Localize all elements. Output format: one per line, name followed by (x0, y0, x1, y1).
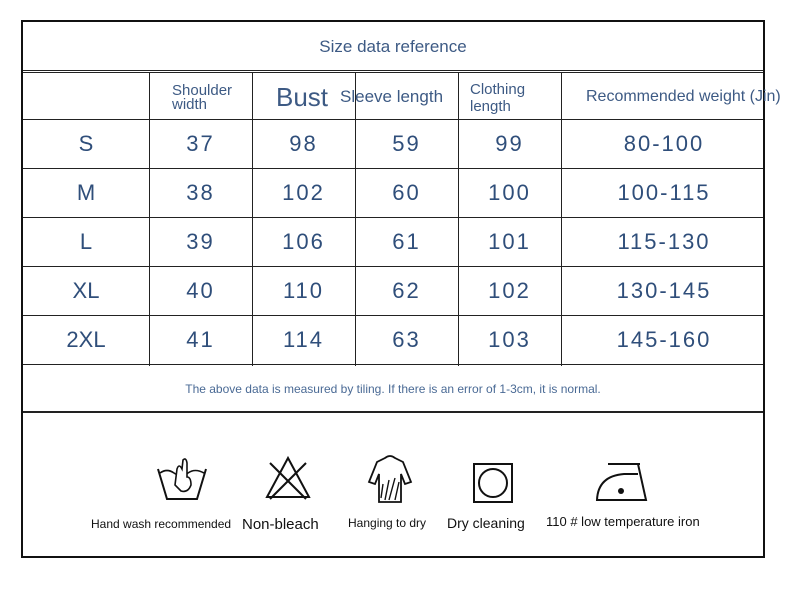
cell-size: 2XL (66, 327, 106, 352)
cell-sleeve: 60 (392, 180, 421, 205)
cell-shoulder: 39 (186, 229, 215, 254)
non-bleach-label: Non-bleach (242, 516, 319, 533)
cell-weight: 115-130 (617, 229, 711, 254)
hand-wash-icon (155, 455, 209, 503)
cell-shoulder: 40 (186, 278, 215, 303)
cell-weight: 145-160 (616, 327, 712, 352)
non-bleach-icon (264, 455, 312, 501)
cell-shoulder: 41 (186, 327, 215, 352)
cell-sleeve: 61 (392, 229, 421, 254)
cell-length: 102 (488, 278, 531, 303)
cell-length: 99 (495, 131, 524, 156)
divider (23, 70, 763, 71)
cell-size: L (79, 229, 93, 254)
header-sleeve: Sleeve length (340, 87, 444, 106)
cell-bust: 98 (289, 131, 318, 156)
cell-length: 101 (488, 229, 531, 254)
cell-size: S (78, 131, 94, 156)
cell-size: M (76, 180, 96, 205)
dry-cleaning-label: Dry cleaning (447, 515, 525, 531)
iron-label: 110 # low temperature iron (546, 514, 700, 529)
cell-bust: 106 (282, 229, 325, 254)
cell-size: XL (72, 278, 100, 303)
iron-icon (594, 460, 648, 504)
header-clothing-length: Clothing length (470, 81, 526, 115)
hanging-dry-icon (367, 454, 413, 504)
hand-wash-label: Hand wash recommended (91, 517, 232, 531)
cell-sleeve: 59 (392, 131, 421, 156)
cell-bust: 110 (282, 278, 325, 303)
cell-sleeve: 63 (392, 327, 421, 352)
cell-length: 103 (488, 327, 531, 352)
divider (23, 364, 763, 365)
header-shoulder: Shoulder width (172, 82, 233, 113)
cell-shoulder: 38 (186, 180, 215, 205)
hanging-dry-label: Hanging to dry (348, 516, 427, 530)
cell-shoulder: 37 (186, 131, 215, 156)
measurement-note: The above data is measured by tiling. If there is an error of 1-3cm, it is normal. (185, 382, 601, 396)
cell-length: 100 (488, 180, 531, 205)
chart-title: Size data reference (319, 37, 467, 56)
cell-weight: 130-145 (616, 278, 712, 303)
divider (23, 72, 763, 73)
cell-weight: 100-115 (617, 180, 711, 205)
header-bust: Bust (276, 82, 329, 112)
cell-bust: 102 (282, 180, 325, 205)
cell-sleeve: 62 (392, 278, 421, 303)
header-weight: Recommended weight (Jin) (586, 88, 781, 105)
size-chart-frame (21, 20, 781, 558)
dry-cleaning-icon (472, 462, 514, 504)
cell-weight: 80-100 (623, 131, 705, 156)
cell-bust: 114 (282, 327, 325, 352)
